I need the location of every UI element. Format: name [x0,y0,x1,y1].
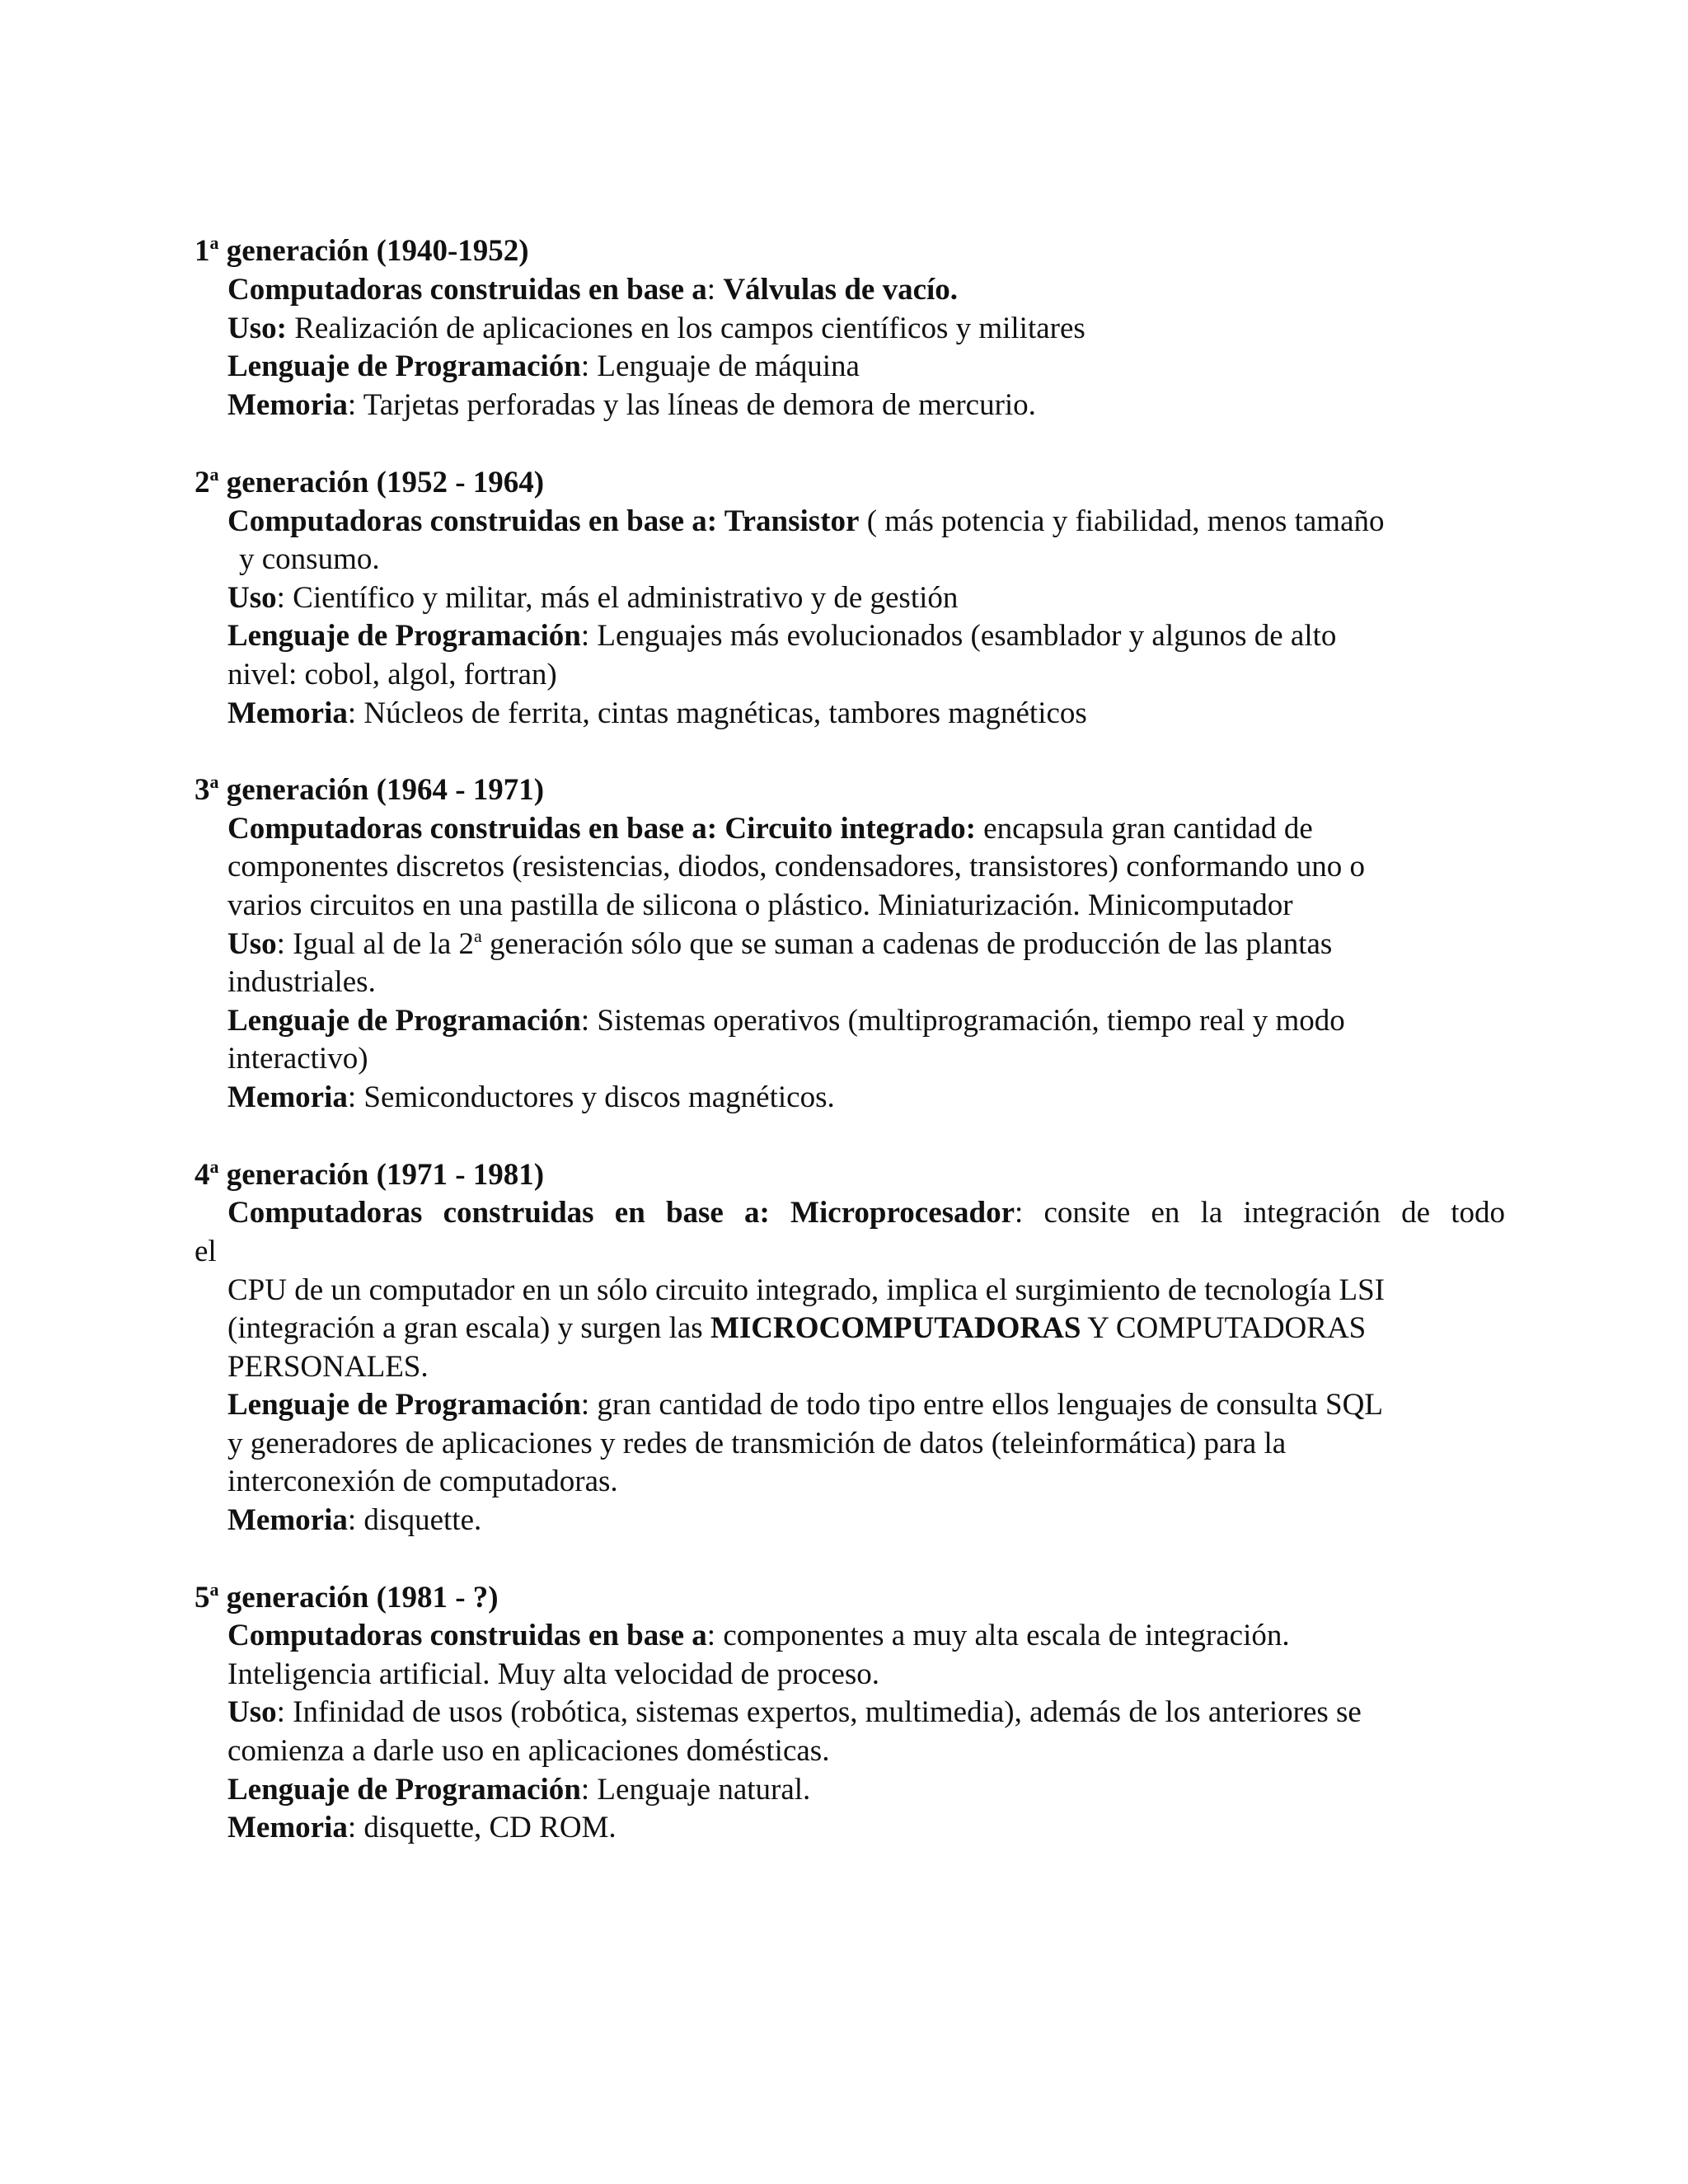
generation-4-built-with-cont-3: PERSONALES. [227,1350,429,1384]
generation-2-memory: Memoria: Núcleos de ferrita, cintas magnéticas, tambores magnéticos [227,696,1087,730]
generation-4-built-with-cont-2: (integración a gran escala) y surgen las MICROCOMPUTADORAS Y COMPUTADORAS [227,1311,1367,1345]
generation-2-built-with: Computadoras construidas en base a: Transistor ( más potencia y fiabilidad, menos tamaño [227,504,1385,538]
generation-3-use: Uso: Igual al de la 2$^a$ generación sólo que se suman a cadenas de producción de las plantas [227,926,1333,961]
generation-2-language: Lenguaje de Programación: Lenguajes más evolucionados (esamblador y algunos de alto [227,619,1337,653]
generation-3-use-cont: industriales. [227,965,376,999]
generation-4-built-with-el: el [195,1235,217,1268]
generation-4-language-cont-1: y generadores de aplicaciones y redes de transmición de datos (teleinformática) para la [227,1427,1287,1460]
generation-1-language: Lenguaje de Programación: Lenguaje de máquina [227,349,860,383]
generation-3-heading: 3$^a$ generación (1964 - 1971) [195,771,545,807]
generation-1-use: Uso: Realización de aplicaciones en los campos científicos y militares [227,312,1085,345]
generation-3-built-with-cont-2: varios circuitos en una pastilla de silicona o plástico. Miniaturización. Minicomputador [227,888,1293,922]
generation-5-use: Uso: Infinidad de usos (robótica, sistemas expertos, multimedia), además de los anteriores se [227,1695,1362,1729]
generation-1-built-with: Computadoras construidas en base a: Válvulas de vacío. [227,273,959,307]
generation-1-heading: 1$^a$ generación (1940-1952) [195,232,529,268]
generation-1-memory: Memoria: Tarjetas perforadas y las líneas de demora de mercurio. [227,388,1036,422]
generation-3-built-with-cont-1: componentes discretos (resistencias, diodos, condensadores, transistores) conformando uno o [227,850,1365,883]
generation-3-language-cont: interactivo) [227,1042,368,1076]
generation-5-built-with: Computadoras construidas en base a: componentes a muy alta escala de integración. [227,1619,1290,1652]
generation-4-heading: 4$^a$ generación (1971 - 1981) [195,1156,545,1192]
generation-4-language-cont-2: interconexión de computadoras. [227,1465,618,1498]
generation-3-memory: Memoria: Semiconductores y discos magnéticos. [227,1080,835,1114]
generation-2-heading: 2$^a$ generación (1952 - 1964) [195,464,545,499]
generation-2-language-cont: nivel: cobol, algol, fortran) [227,658,557,691]
generation-3-built-with: Computadoras construidas en base a: Circuito integrado: encapsula gran cantidad de [227,812,1313,846]
generation-5-memory: Memoria: disquette, CD ROM. [227,1811,617,1844]
generation-2-built-with-cont: y consumo. [239,542,380,576]
generation-5-use-cont: comienza a darle uso en aplicaciones domésticas. [227,1734,830,1768]
generation-5-built-with-cont: Inteligencia artificial. Muy alta velocidad de proceso. [227,1657,880,1691]
generation-4-memory: Memoria: disquette. [227,1503,482,1537]
generation-3-language: Lenguaje de Programación: Sistemas operativos (multiprogramación, tiempo real y modo [227,1004,1345,1038]
generation-4-built-with: Computadoras construidas en base a: Microprocesador: consite en la integración de todo [227,1196,1505,1230]
generation-4-built-with-cont-1: CPU de un computador en un sólo circuito integrado, implica el surgimiento de tecnología LSI [227,1273,1385,1307]
generation-4-language: Lenguaje de Programación: gran cantidad de todo tipo entre ellos lenguajes de consulta SQL [227,1388,1383,1422]
generation-5-language: Lenguaje de Programación: Lenguaje natural. [227,1773,811,1807]
generation-2-use: Uso: Científico y militar, más el administrativo y de gestión [227,581,959,615]
generation-5-heading: 5$^a$ generación (1981 - ?) [195,1579,499,1615]
